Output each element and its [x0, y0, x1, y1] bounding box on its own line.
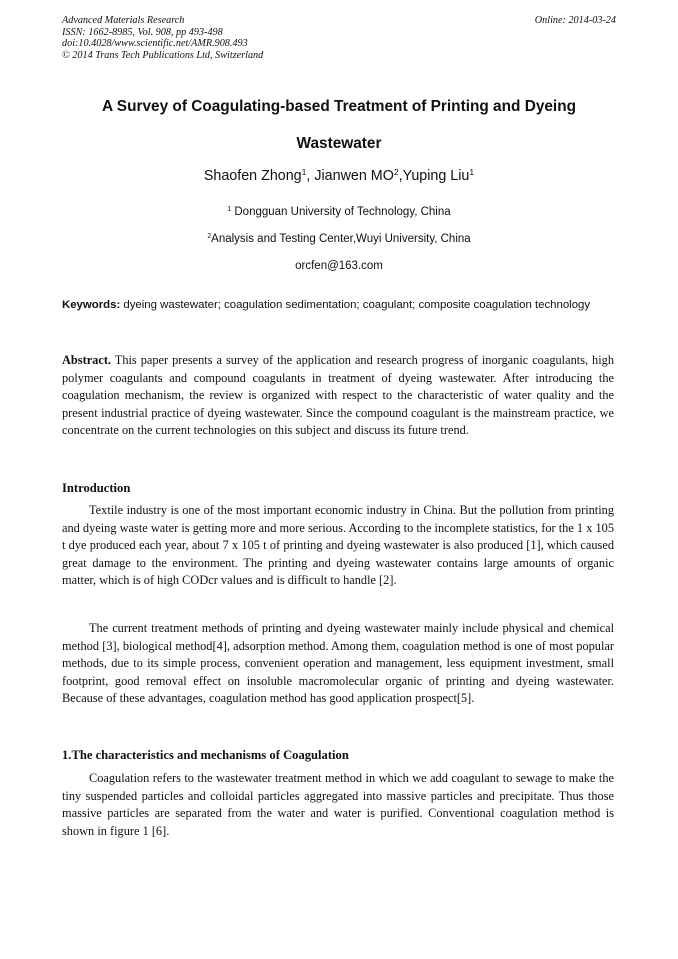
journal-issn: ISSN: 1662-8985, Vol. 908, pp 493-498 — [62, 26, 223, 38]
section-heading-introduction: Introduction — [62, 481, 131, 495]
abstract-label: Abstract. — [62, 353, 112, 367]
author-name: Jianwen MO — [314, 168, 394, 184]
keywords-block — [62, 296, 614, 315]
author-separator: , — [398, 168, 403, 184]
author-name: Yuping Liu — [402, 168, 470, 184]
paper-title-line-2: Wastewater — [296, 135, 382, 152]
affiliation-text: Analysis and Testing Center,Wuyi University, China — [211, 233, 471, 245]
section-1-paragraph-1: Coagulation refers to the wastewater treatment method in which we add coagulant to sewage to make the tiny suspended particles and colloidal particles aggregated into massive particles and precipitate. Thus those massive particles are separated from the water and water is purified. Conventional coagulation method is shown in figure 1 [6]. — [62, 771, 614, 838]
author-separator: , — [306, 168, 315, 184]
section-heading-1: 1.The characteristics and mechanisms of Coagulation — [62, 748, 349, 762]
paper-title-line-1: A Survey of Coagulating-based Treatment of Printing and Dyeing — [101, 98, 577, 115]
abstract-block — [62, 352, 614, 440]
keywords-text: dyeing wastewater; coagulation sedimentation; coagulant; composite coagulation technology — [120, 299, 591, 311]
affiliation-2 — [62, 231, 616, 247]
author-email[interactable]: orcfen@163.com — [295, 260, 383, 272]
paper-title — [62, 88, 616, 162]
author-affil-mark: 1 — [469, 166, 475, 177]
journal-name: Advanced Materials Research — [62, 15, 185, 26]
intro-paragraph-1: Textile industry is one of the most important economic industry in China. But the pollution from printing and dyeing waste water is getting more and more serious. According to the incomplete statistics, for the 1 x 105 t dye produced each year, about 7 x 105 t of printing and dyeing wastewater is also produced [1], which caused great damage to the environment. The printing and dyeing wastewater contains large amounts of organic matter, which is of high CODcr values and is difficult to handle [2]. — [62, 503, 614, 587]
journal-doi: doi:10.4028/www.scientific.net/AMR.908.493 — [62, 38, 248, 50]
journal-header — [62, 15, 616, 61]
affiliation-mark: 2 — [207, 232, 212, 240]
affiliation-mark: 1 — [227, 205, 232, 213]
affiliation-1 — [62, 204, 616, 220]
intro-paragraph-2: The current treatment methods of printing and dyeing wastewater mainly include physical and chemical method [3], biological method[4], adsorption method. Among them, coagulation method is one of most popular methods, due to its simple process, convenient operation and management, less equipment investment, small footprint, good removal effect on insoluble macromolecular organic of printing and dyeing wastewater. Because of these advantages, coagulation method has good application prospect[5]. — [62, 621, 614, 705]
author-name: Shaofen Zhong — [203, 168, 302, 184]
author-affil-mark: 1 — [301, 166, 307, 177]
affiliation-text: Dongguan University of Technology, China — [231, 206, 451, 218]
author-list — [62, 165, 616, 187]
keywords-label: Keywords: — [62, 299, 121, 311]
abstract-text: This paper presents a survey of the application and research progress of inorganic coagulants, high polymer coagulants and compound coagulants in treatment of dyeing wastewater. After introducing the coagulation mechanism, the review is organized with respect to the characteristic of water quality and the present industrial practice of dyeing wastewater. Since the compound coagulant is the mainstream practice, we concentrate on the current technologies on this subject and discuss its future trend. — [62, 353, 614, 437]
author-affil-mark: 2 — [393, 166, 399, 177]
journal-copyright: © 2014 Trans Tech Publications Ltd, Switzerland — [62, 49, 264, 61]
online-date: Online: 2014-03-24 — [534, 15, 616, 26]
